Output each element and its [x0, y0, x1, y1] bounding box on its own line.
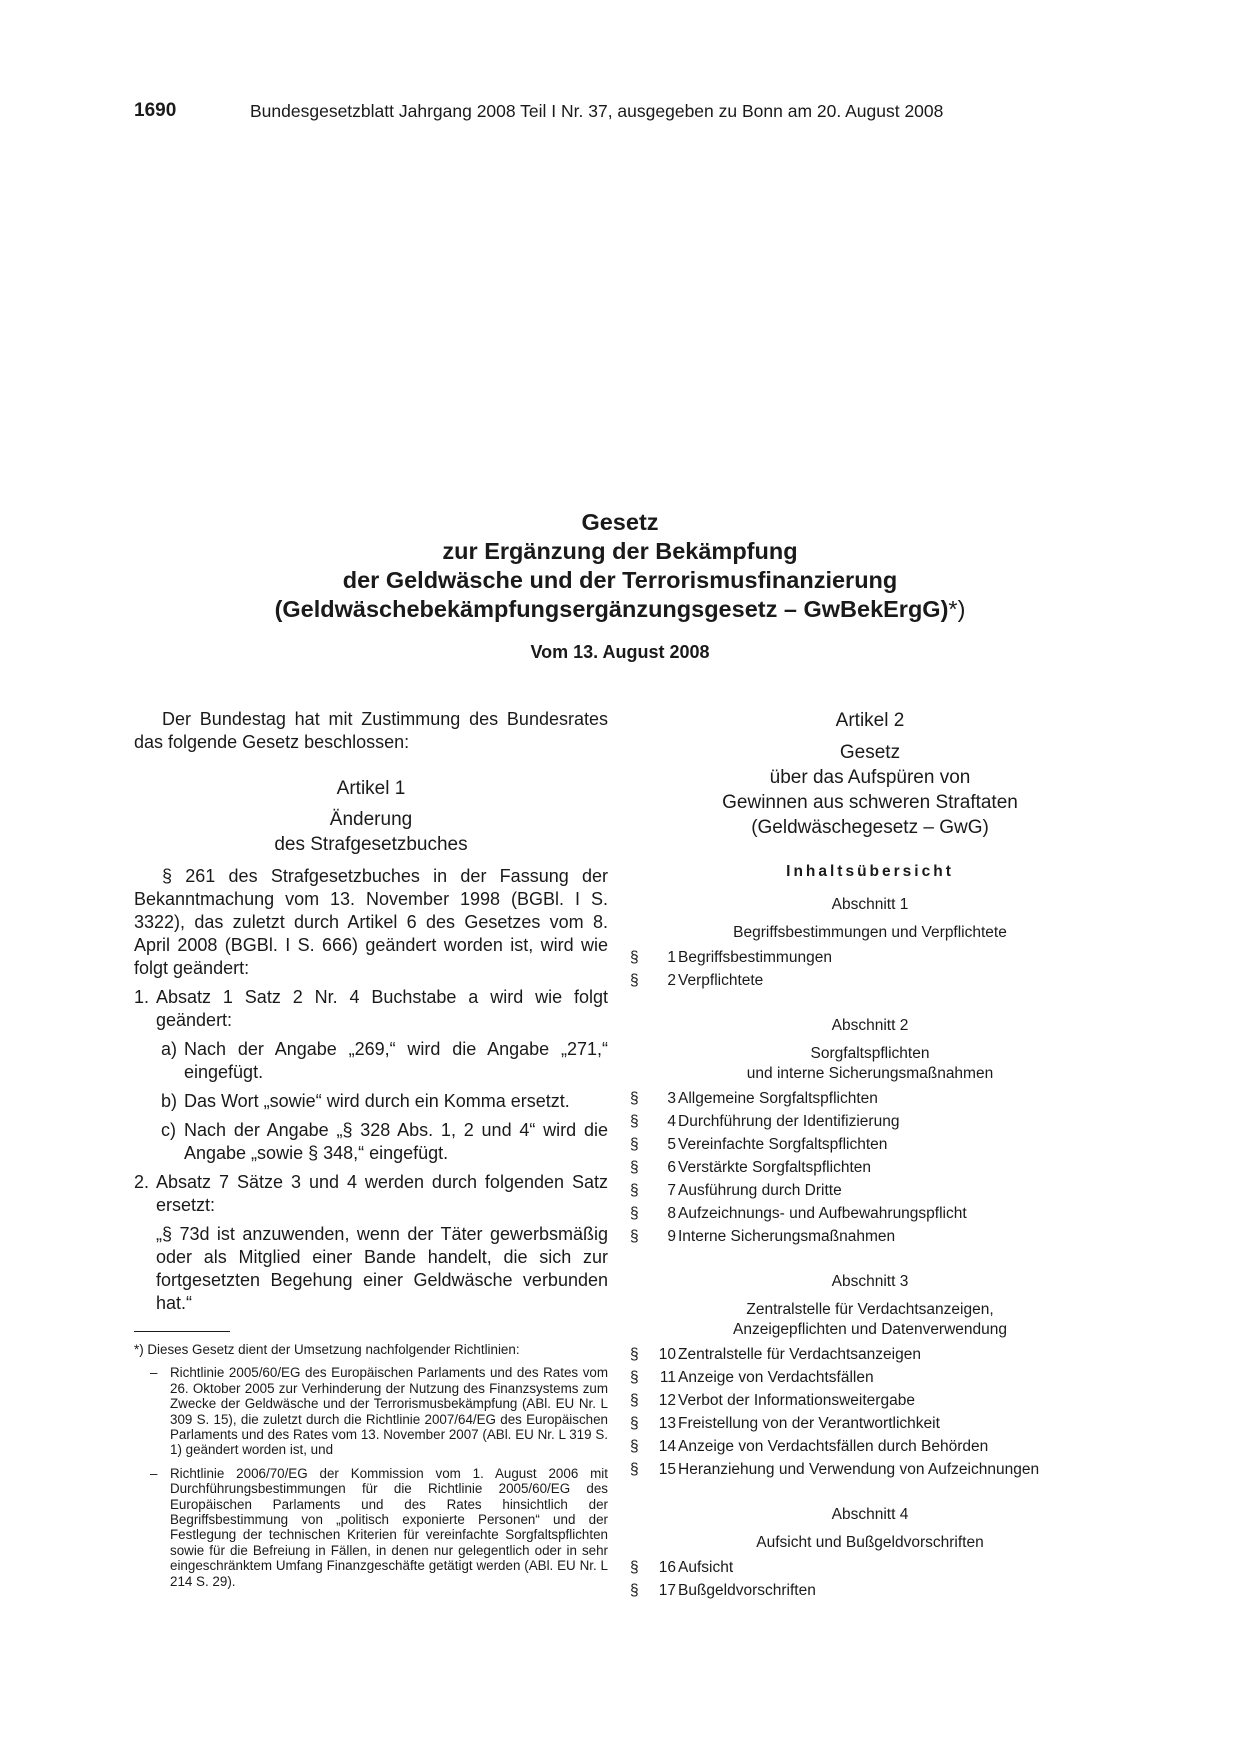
article-2-title-line: Gewinnen aus schweren Straftaten	[722, 792, 1018, 813]
toc-paragraph-sign: §	[630, 1113, 639, 1130]
toc-entry-label: Allgemeine Sorgfaltspflichten	[678, 1090, 878, 1107]
title-line: der Geldwäsche und der Terrorismusfinanzierung	[342, 567, 898, 593]
footnote-rule	[134, 1331, 230, 1332]
toc-entry-label: Begriffsbestimmungen	[678, 949, 832, 966]
toc-paragraph-sign: §	[630, 1392, 639, 1409]
toc-paragraph-sign: §	[630, 1182, 639, 1199]
toc-paragraph-number: 10	[658, 1346, 676, 1363]
law-date: Vom 13. August 2008	[530, 642, 710, 662]
toc-entry-label: Aufzeichnungs- und Aufbewahrungspflicht	[678, 1205, 967, 1222]
footnote-text: Richtlinie 2005/60/EG des Europäischen Parlaments und des Rates vom 26. Oktober 2005 zur Verhinderung der Nutzung des Finanzsystems zum Zwecke der Geldwäsche und der Terrorismusbekämpfung (ABl. EU Nr. L 309 S. 15), die zuletzt durch die Richtlinie 2007/64/EG des Europäischen Parlaments und des Rates vom 13. November 2007 (ABl. EU Nr. L 319 S. 1) geändert worden ist, und	[170, 1365, 608, 1458]
toc-paragraph-number: 11	[659, 1369, 676, 1386]
footnote-item	[134, 1365, 608, 1457]
toc-entry	[630, 1225, 1110, 1248]
title-short-name: (Geldwäschebekämpfungsergänzungsgesetz – GwBekErgG)	[274, 596, 949, 622]
toc-paragraph-sign: §	[630, 1136, 639, 1153]
title-line: Gesetz	[581, 509, 659, 535]
toc-entry	[630, 1202, 1110, 1225]
sub-item-letter: a)	[161, 1039, 178, 1059]
toc-paragraph-number: 4	[667, 1113, 676, 1130]
footnote-mark: *)	[948, 596, 966, 622]
article-1-title-line: des Strafgesetzbuches	[274, 834, 468, 855]
toc-paragraph-sign: §	[630, 1228, 639, 1245]
toc-paragraph-sign: §	[630, 1346, 639, 1363]
toc-entry	[630, 1343, 1110, 1366]
title-line: zur Ergänzung der Bekämpfung	[442, 538, 798, 564]
toc-entry	[630, 946, 1110, 969]
right-column	[630, 708, 1110, 1602]
sub-item-letter: b)	[161, 1091, 178, 1111]
toc-entry-label: Verbot der Informationsweitergabe	[678, 1392, 915, 1409]
toc-paragraph-number: 2	[667, 972, 676, 989]
toc-entry-label: Durchführung der Identifizierung	[678, 1113, 900, 1130]
toc-entry	[630, 969, 1110, 992]
sub-item-text: Nach der Angabe „269,“ wird die Angabe „271,“ eingefügt.	[184, 1039, 608, 1082]
toc-paragraph-sign: §	[630, 1205, 639, 1222]
list-number: 2.	[134, 1172, 150, 1192]
toc-entry	[630, 1366, 1110, 1389]
article-1-intro: § 261 des Strafgesetzbuches in der Fassung der Bekanntmachung vom 13. November 1998 (BGBl. I S. 3322), das zuletzt durch Artikel 6 des Gesetzes vom 8. April 2008 (BGBl. I S. 666) geändert worden ist, wird wie folgt geändert:	[134, 866, 608, 978]
toc-section-title: Begriffsbestimmungen und Verpflichtete	[733, 924, 1007, 941]
toc-entry	[630, 1458, 1110, 1481]
toc-section-title: und interne Sicherungsmaßnahmen	[746, 1065, 994, 1082]
toc-paragraph-number: 12	[658, 1392, 676, 1409]
toc-paragraph-number: 7	[667, 1182, 676, 1199]
sub-item-text: Nach der Angabe „§ 328 Abs. 1, 2 und 4“ wird die Angabe „sowie § 348,“ eingefügt.	[184, 1120, 608, 1163]
amendment-quote: „§ 73d ist anzuwenden, wenn der Täter gewerbsmäßig oder als Mitglied einer Bande handelt, die sich zur fortgesetzten Begehung einer Geldwäsche verbunden hat.“	[156, 1224, 608, 1313]
toc-entry-label: Freistellung von der Verantwortlichkeit	[678, 1415, 940, 1432]
list-text: Absatz 7 Sätze 3 und 4 werden durch folgenden Satz ersetzt:	[156, 1172, 608, 1215]
article-2-label: Artikel 2	[835, 710, 905, 731]
table-of-contents	[630, 883, 1110, 1602]
toc-paragraph-sign: §	[630, 1582, 639, 1599]
law-title	[200, 508, 1040, 624]
toc-paragraph-number: 16	[658, 1559, 676, 1576]
toc-paragraph-number: 5	[667, 1136, 676, 1153]
toc-paragraph-number: 14	[658, 1438, 676, 1455]
sub-item	[134, 1119, 608, 1165]
toc-entry-label: Interne Sicherungsmaßnahmen	[678, 1228, 896, 1245]
toc-section-title: Zentralstelle für Verdachtsanzeigen,	[746, 1301, 994, 1318]
toc-paragraph-sign: §	[630, 972, 639, 989]
toc-section-label: Abschnitt 3	[831, 1273, 909, 1290]
toc-entry	[630, 1435, 1110, 1458]
article-1-title-line: Änderung	[329, 809, 413, 830]
page-number: 1690	[134, 100, 177, 121]
toc-entry	[630, 1389, 1110, 1412]
toc-entry	[630, 1556, 1110, 1579]
article-1-label: Artikel 1	[336, 778, 406, 799]
sub-item-text: Das Wort „sowie“ wird durch ein Komma ersetzt.	[184, 1091, 570, 1111]
toc-section-label: Abschnitt 4	[831, 1506, 909, 1523]
toc-entry-label: Anzeige von Verdachtsfällen	[678, 1369, 874, 1386]
toc-paragraph-number: 3	[667, 1090, 676, 1107]
sub-item	[134, 1038, 608, 1084]
sub-item	[134, 1090, 608, 1113]
title-line	[200, 595, 1040, 624]
toc-paragraph-sign: §	[630, 1090, 639, 1107]
toc-paragraph-sign: §	[630, 1438, 639, 1455]
footnote-item	[134, 1466, 608, 1589]
toc-section-title: Sorgfaltspflichten	[810, 1045, 930, 1062]
toc-paragraph-sign: §	[630, 1461, 639, 1478]
toc-paragraph-number: 8	[667, 1205, 676, 1222]
footnotes	[134, 1342, 608, 1589]
left-column	[134, 708, 608, 1589]
article-2-title-line: über das Aufspüren von	[769, 767, 971, 788]
toc-section-label: Abschnitt 1	[831, 896, 909, 913]
toc-entry	[630, 1087, 1110, 1110]
toc-section-label: Abschnitt 2	[831, 1017, 909, 1034]
list-number: 1.	[134, 987, 150, 1007]
toc-entry	[630, 1412, 1110, 1435]
toc-entry-label: Ausführung durch Dritte	[678, 1182, 842, 1199]
toc-paragraph-number: 15	[658, 1461, 676, 1478]
list-item	[134, 1171, 608, 1217]
article-2-title-line: (Geldwäschegesetz – GwG)	[751, 817, 989, 838]
toc-entry-label: Verpflichtete	[678, 972, 764, 989]
toc-entry-label: Vereinfachte Sorgfaltspflichten	[678, 1136, 888, 1153]
article-2-title-line: Gesetz	[839, 742, 901, 763]
toc-section-title: Aufsicht und Bußgeldvorschriften	[756, 1534, 984, 1551]
toc-entry-label: Zentralstelle für Verdachtsanzeigen	[678, 1346, 921, 1363]
footnote-dash: –	[150, 1365, 158, 1381]
toc-paragraph-sign: §	[630, 1559, 639, 1576]
footnote-text: Richtlinie 2006/70/EG der Kommission vom 1. August 2006 mit Durchführungsbestimmungen für die Richtlinie 2005/60/EG des Europäischen Parlaments und des Rates hinsichtlich der Begriffsbestimmung von „politisch exponierte Personen“ und der Festlegung der technischen Kriterien für vereinfachte Sorgfaltspflichten sowie für die Befreiung in Fällen, in denen nur gelegentlich oder in sehr eingeschränktem Umfang Finanzgeschäfte getätigt werden (ABl. EU Nr. L 214 S. 29).	[170, 1465, 608, 1589]
toc-entry	[630, 1579, 1110, 1602]
toc-entry	[630, 1179, 1110, 1202]
toc-entry	[630, 1156, 1110, 1179]
toc-paragraph-number: 17	[658, 1582, 676, 1599]
list-item	[134, 986, 608, 1032]
footnote-dash: –	[150, 1465, 158, 1481]
list-text: Absatz 1 Satz 2 Nr. 4 Buchstabe a wird wie folgt geändert:	[156, 987, 608, 1030]
running-title: Bundesgesetzblatt Jahrgang 2008 Teil I Nr. 37, ausgegeben zu Bonn am 20. August 2008	[250, 101, 944, 121]
toc-paragraph-sign: §	[630, 1415, 639, 1432]
toc-paragraph-number: 9	[667, 1228, 676, 1245]
toc-paragraph-sign: §	[630, 1369, 639, 1386]
toc-heading: Inhaltsübersicht	[786, 863, 954, 880]
toc-entry-label: Bußgeldvorschriften	[678, 1582, 816, 1599]
preamble: Der Bundestag hat mit Zustimmung des Bundesrates das folgende Gesetz beschlossen:	[134, 709, 608, 752]
toc-section-title: Anzeigepflichten und Datenverwendung	[732, 1321, 1008, 1338]
toc-paragraph-number: 13	[658, 1415, 676, 1432]
toc-paragraph-sign: §	[630, 1159, 639, 1176]
footnote-intro: *) Dieses Gesetz dient der Umsetzung nachfolgender Richtlinien:	[134, 1342, 520, 1357]
toc-entry-label: Verstärkte Sorgfaltspflichten	[678, 1159, 871, 1176]
toc-paragraph-sign: §	[630, 949, 639, 966]
toc-entry	[630, 1110, 1110, 1133]
sub-item-letter: c)	[161, 1120, 176, 1140]
toc-entry-label: Aufsicht	[678, 1559, 734, 1576]
toc-paragraph-number: 1	[667, 949, 676, 966]
toc-entry-label: Heranziehung und Verwendung von Aufzeichnungen	[678, 1461, 1040, 1478]
toc-paragraph-number: 6	[667, 1159, 676, 1176]
toc-entry	[630, 1133, 1110, 1156]
toc-entry-label: Anzeige von Verdachtsfällen durch Behörden	[678, 1438, 989, 1455]
